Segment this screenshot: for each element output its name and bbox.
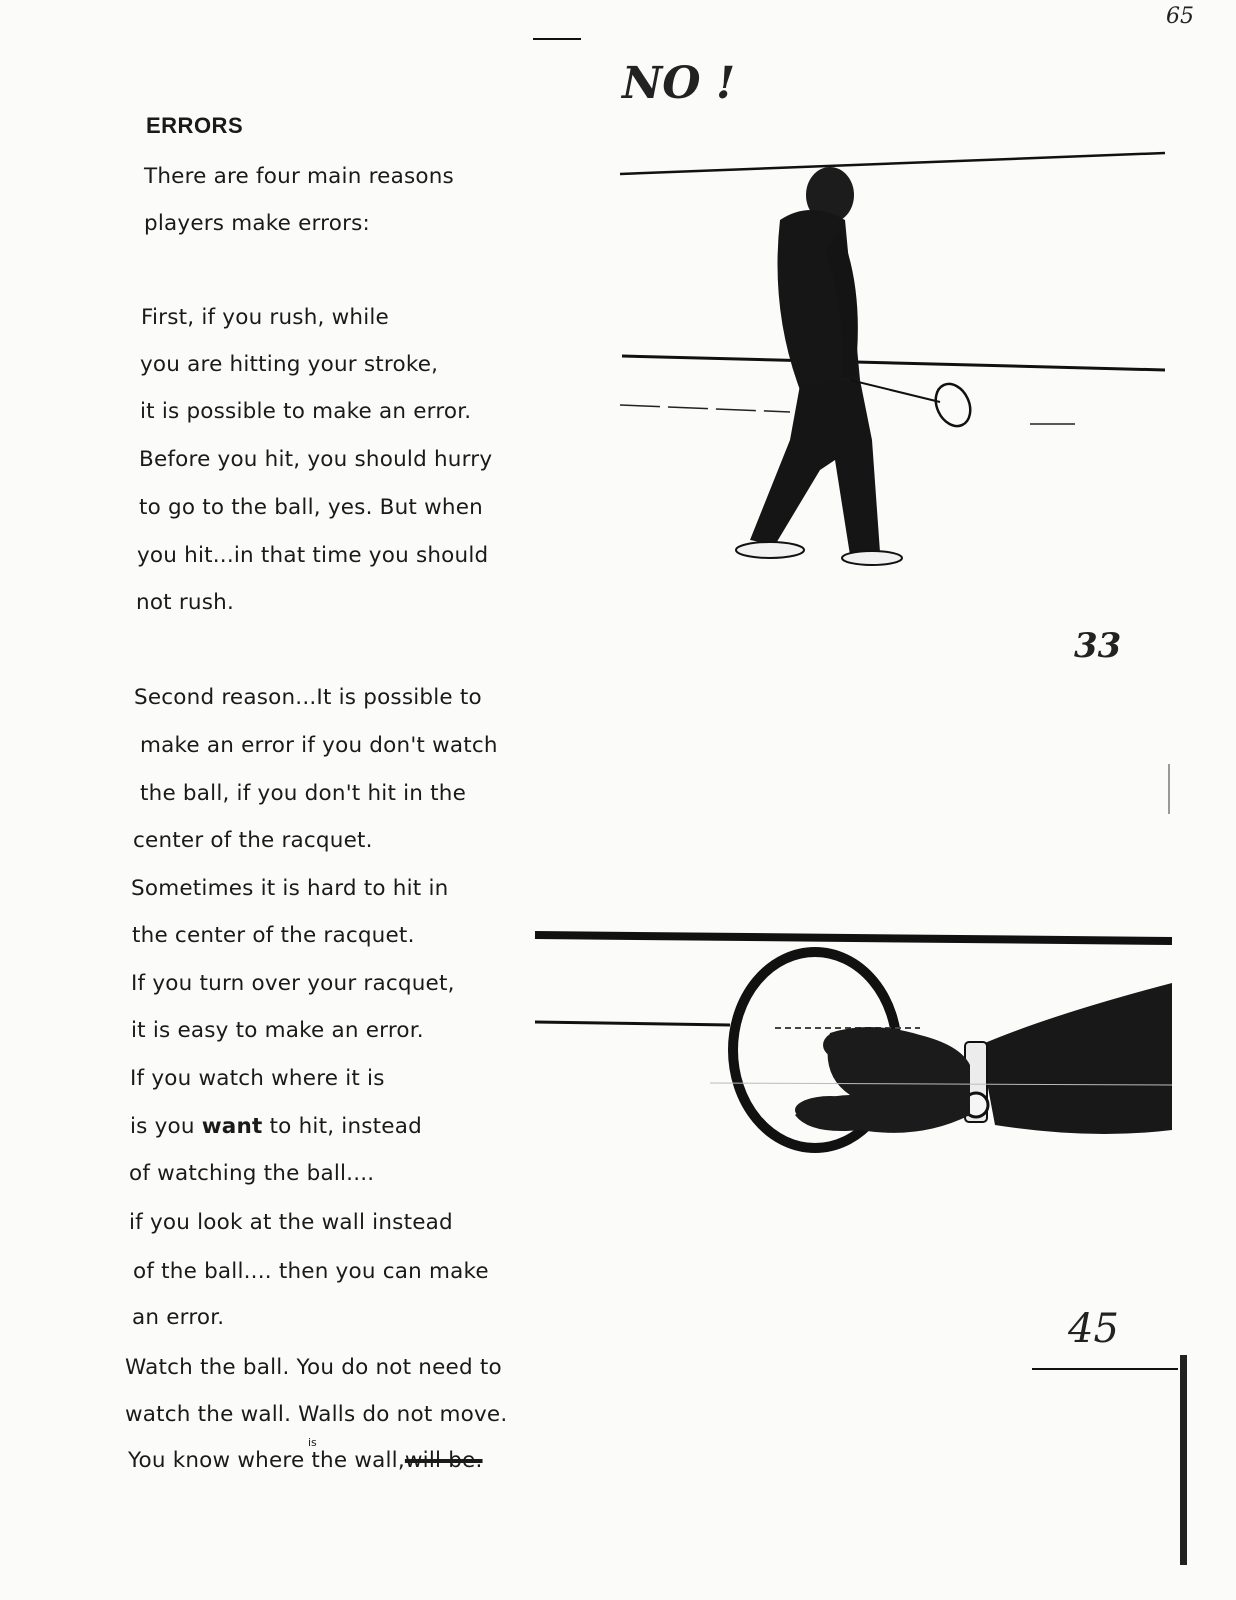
para1-line: not rush. xyxy=(136,590,234,615)
para2-line: an error. xyxy=(132,1305,225,1330)
last-line xyxy=(128,1446,483,1476)
para2-line-want xyxy=(130,1112,422,1142)
player-walking-photo xyxy=(610,140,1180,580)
intro-line-1: There are four main reasons xyxy=(144,164,454,189)
para2-line: Watch the ball. You do not need to xyxy=(125,1355,502,1380)
para2-line: Sometimes it is hard to hit in xyxy=(131,876,449,901)
figure2-underline xyxy=(1032,1368,1178,1370)
para2-line: of watching the ball.... xyxy=(129,1161,375,1186)
intro-line-2: players make errors: xyxy=(144,211,370,236)
para2-line: If you turn over your racquet, xyxy=(131,971,455,996)
para1-line: it is possible to make an error. xyxy=(140,399,472,424)
para2-line: it is easy to make an error. xyxy=(131,1018,424,1043)
para1-line: First, if you rush, while xyxy=(141,305,389,330)
para2-line: center of the racquet. xyxy=(133,828,373,853)
para2-line: the ball, if you don't hit in the xyxy=(140,781,467,806)
want-before: is you xyxy=(130,1114,202,1139)
para2-line: of the ball.... then you can make xyxy=(133,1259,489,1284)
para1-line: you are hitting your stroke, xyxy=(140,352,439,377)
want-after: to hit, instead xyxy=(262,1114,422,1139)
para2-line: watch the wall. Walls do not move. xyxy=(125,1402,508,1427)
top-rule xyxy=(533,38,581,40)
para2-line: the center of the racquet. xyxy=(132,923,415,948)
handwritten-insert: is xyxy=(308,1436,317,1449)
margin-mark xyxy=(1168,764,1170,814)
struck-text: will be. xyxy=(404,1448,483,1473)
para2-line: If you watch where it is xyxy=(130,1066,385,1091)
para1-line: you hit...in that time you should xyxy=(137,543,489,568)
handwritten-annotation: NO ! xyxy=(622,58,736,109)
figure2-number: 45 xyxy=(1068,1306,1119,1352)
para1-line: to go to the ball, yes. But when xyxy=(139,495,483,520)
page-corner-number: 65 xyxy=(1166,4,1194,29)
para2-line: Second reason...It is possible to xyxy=(134,685,482,710)
para1-line: Before you hit, you should hurry xyxy=(139,447,493,472)
right-edge-bar xyxy=(1180,1355,1187,1565)
para2-line: make an error if you don't watch xyxy=(140,733,498,758)
last-line-text: You know where the wall, xyxy=(128,1448,405,1473)
racquet-grip-photo xyxy=(530,925,1180,1185)
figure1-number: 33 xyxy=(1074,626,1122,666)
want-bold: want xyxy=(201,1114,263,1139)
para2-line: if you look at the wall instead xyxy=(129,1210,453,1235)
section-heading: ERRORS xyxy=(146,113,244,138)
